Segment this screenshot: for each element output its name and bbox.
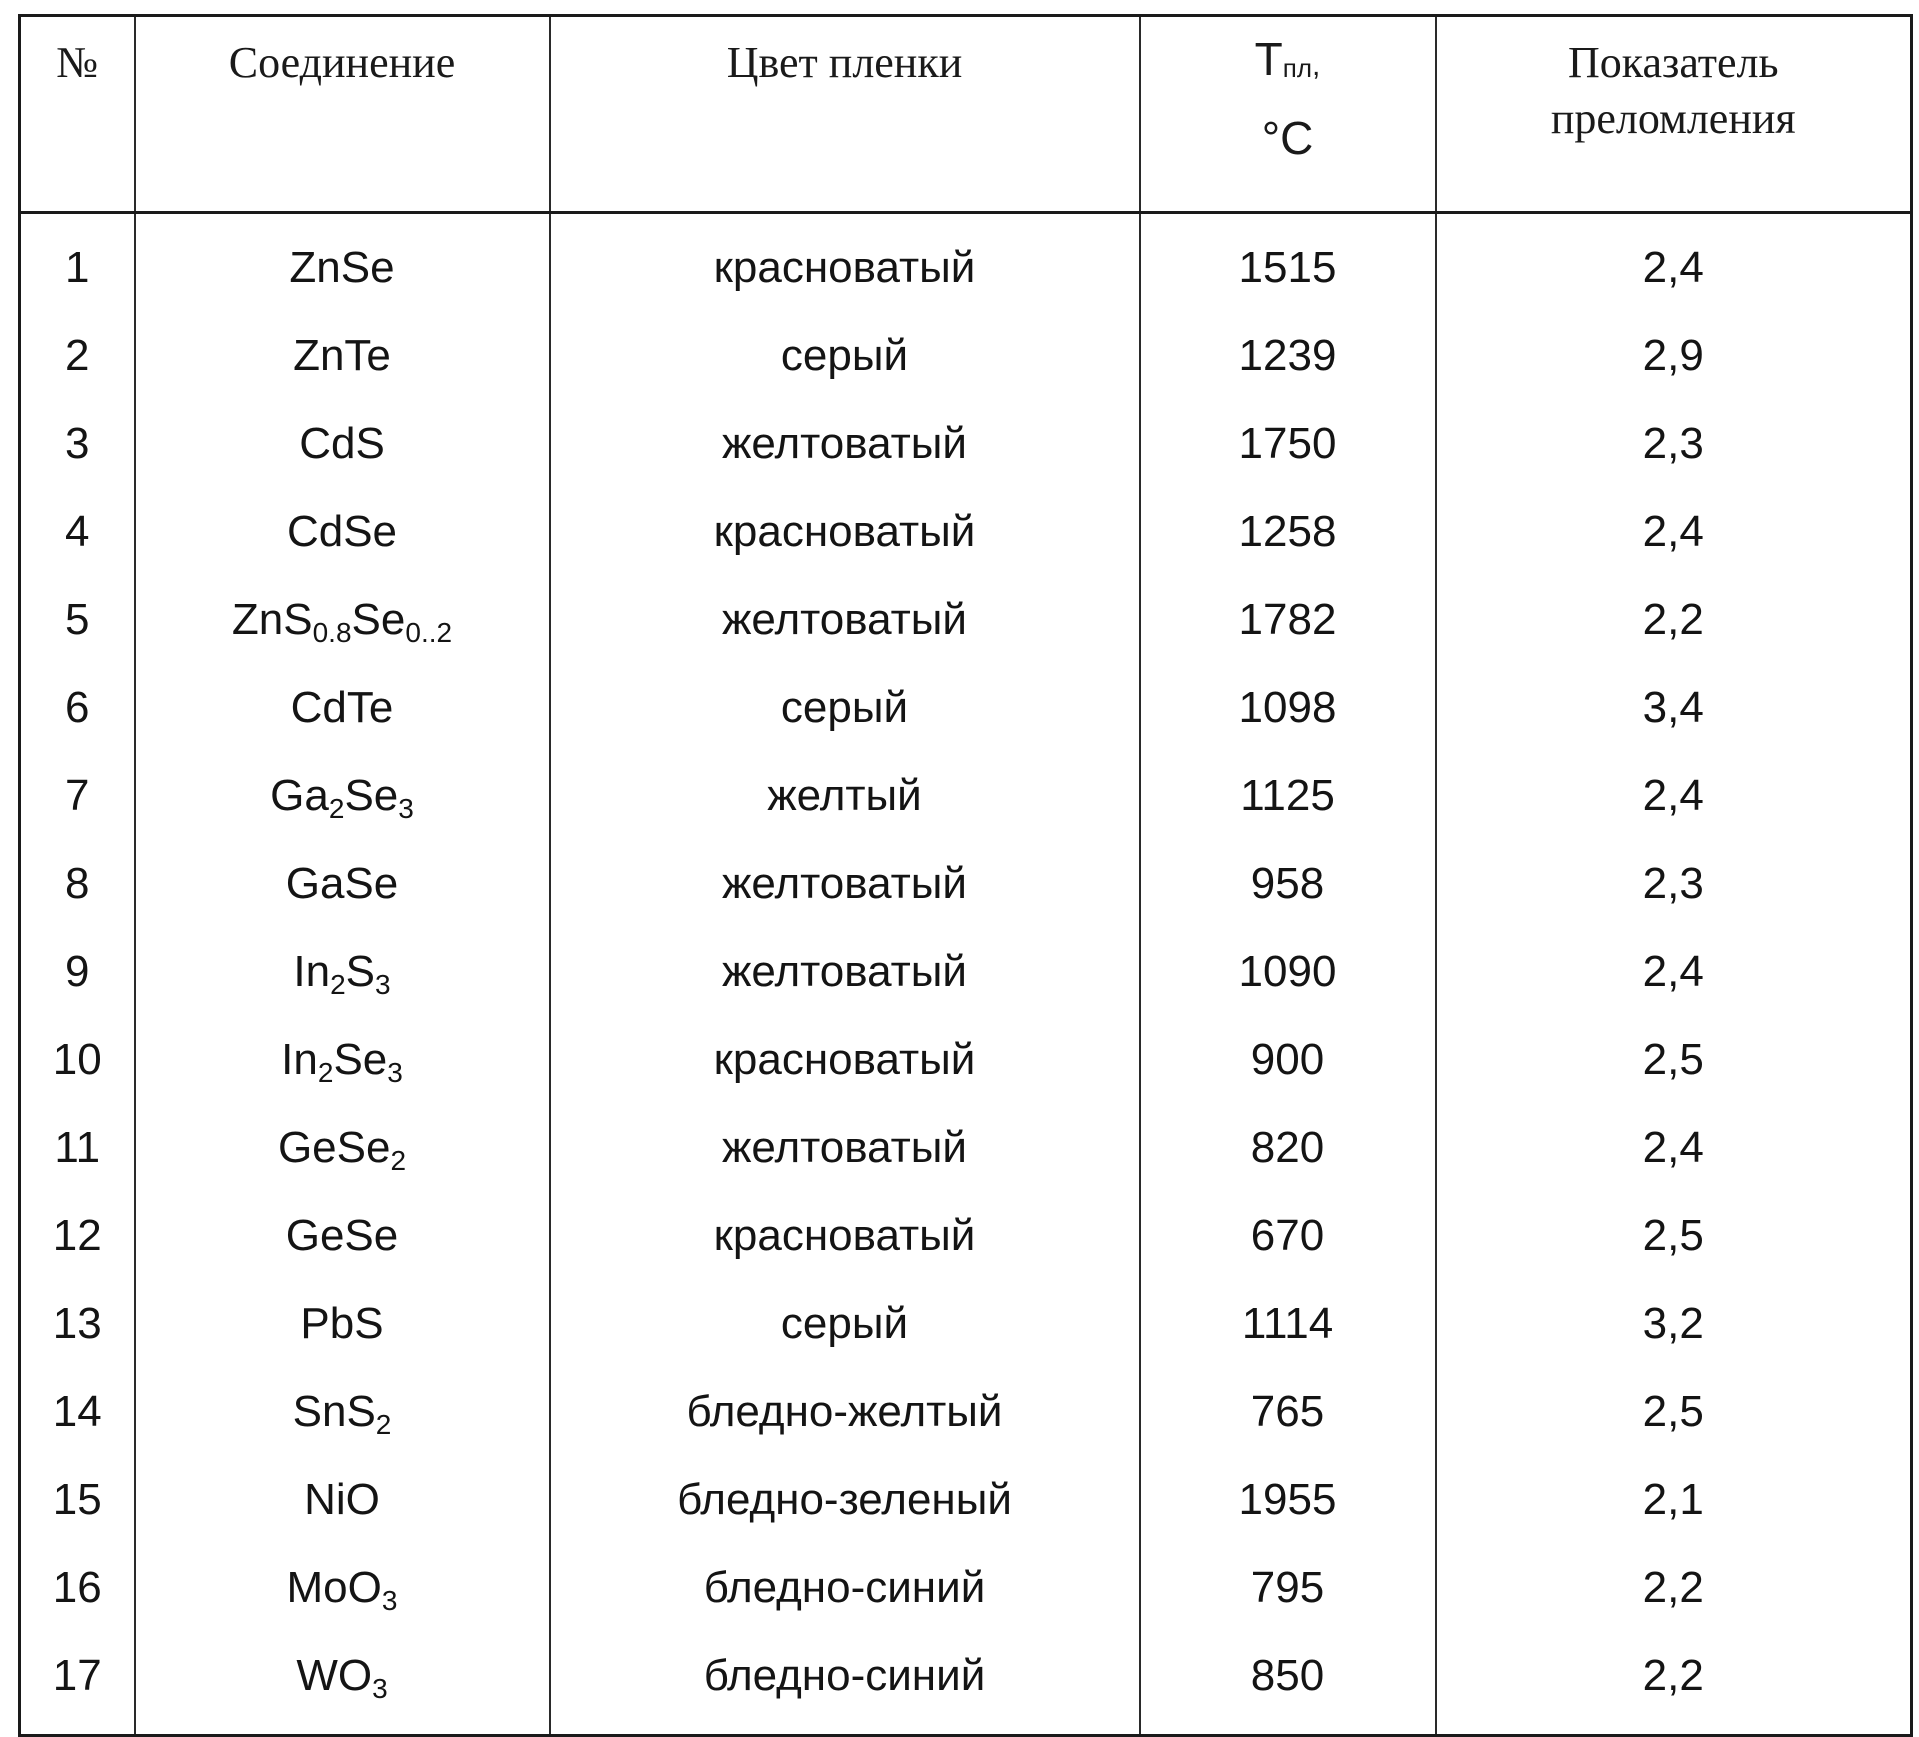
compound-formula [135,1544,550,1632]
melting-point: 795 [1140,1544,1436,1632]
compound-formula [135,1368,550,1456]
row-number: 16 [20,1544,135,1632]
film-color: серый [550,312,1140,400]
formula-subscript: 2 [330,969,346,1000]
header-refractive-line2: преломления [1550,94,1796,143]
table-body [20,213,1912,1736]
film-color: желтоватый [550,840,1140,928]
formula-text: ZnS [231,595,313,644]
formula-text: ZnSe [289,243,395,292]
compound-formula [135,1280,550,1368]
compound-formula [135,1456,550,1544]
melting-point: 958 [1140,840,1436,928]
formula-text: GeSe [277,1123,391,1172]
melting-point: 1955 [1140,1456,1436,1544]
formula-subscript: 3 [381,1585,398,1616]
melting-point: 1750 [1140,400,1436,488]
melting-point: 765 [1140,1368,1436,1456]
compound-formula [135,840,550,928]
formula-text: Se [344,771,399,820]
row-number: 4 [20,488,135,576]
table-row [20,1544,1912,1632]
film-color: серый [550,1280,1140,1368]
melting-point: 1258 [1140,488,1436,576]
film-color: красноватый [550,213,1140,313]
row-number: 8 [20,840,135,928]
compound-formula [135,928,550,1016]
film-color: бледно-желтый [550,1368,1140,1456]
table-row [20,928,1912,1016]
formula-text: In [281,1035,318,1084]
refractive-index: 2,5 [1642,1211,1704,1260]
formula-subscript: 2 [390,1145,407,1176]
formula-text: Ga [270,771,329,820]
film-color: красноватый [550,1192,1140,1280]
header-row [20,16,1912,213]
table-row [20,576,1912,664]
table-row [20,752,1912,840]
header-melting-point-comma: , [1312,49,1321,82]
table-row [20,400,1912,488]
refractive-index: 3,4 [1642,683,1704,732]
row-number: 5 [20,576,135,664]
formula-text: CdTe [290,683,394,732]
refractive-index: 2,2 [1642,1563,1704,1612]
compound-formula [135,664,550,752]
row-number: 1 [20,213,135,313]
refractive-index: 2,4 [1642,507,1704,556]
melting-point: 820 [1140,1104,1436,1192]
formula-text: S [345,947,376,996]
compound-formula [135,1016,550,1104]
melting-point: 1114 [1140,1280,1436,1368]
table-row [20,488,1912,576]
table-row [20,1280,1912,1368]
formula-subscript: 2 [375,1409,392,1440]
header-refractive-line1: Показатель [1567,38,1779,87]
formula-subscript: 3 [387,1057,403,1088]
header-film-color: Цвет пленки [550,16,1140,213]
compound-formula [135,1632,550,1736]
film-color: желтоватый [550,928,1140,1016]
melting-point: 1090 [1140,928,1436,1016]
melting-point: 1515 [1140,213,1436,313]
compound-formula [135,488,550,576]
melting-point: 1125 [1140,752,1436,840]
header-melting-point-symbol: T [1254,33,1283,85]
formula-subscript: 2 [317,1057,334,1088]
formula-text: Se [351,595,406,644]
compound-formula [135,1104,550,1192]
table-row [20,1104,1912,1192]
compound-formula [135,1192,550,1280]
formula-text: GaSe [285,859,399,908]
refractive-index: 2,1 [1642,1475,1704,1524]
table-row [20,213,1912,313]
formula-subscript: 3 [375,969,391,1000]
row-number: 9 [20,928,135,1016]
compounds-table [18,14,1913,1737]
film-color: красноватый [550,1016,1140,1104]
formula-text: CdSe [286,507,398,556]
formula-text: MoO [286,1563,382,1612]
table-row [20,1632,1912,1736]
row-number: 7 [20,752,135,840]
header-melting-point [1140,16,1436,213]
melting-point: 1239 [1140,312,1436,400]
melting-point: 1098 [1140,664,1436,752]
row-number: 3 [20,400,135,488]
formula-text: In [293,947,331,996]
film-color: желтоватый [550,400,1140,488]
compound-formula [135,400,550,488]
refractive-index: 2,2 [1642,1651,1704,1700]
formula-subscript: 0.8 [312,617,352,648]
compound-formula [135,576,550,664]
formula-text: NiO [304,1475,380,1524]
refractive-index: 2,2 [1642,595,1704,644]
row-number: 2 [20,312,135,400]
table-row [20,1368,1912,1456]
table-row [20,1016,1912,1104]
table-row [20,1456,1912,1544]
film-color: бледно-синий [550,1632,1140,1736]
row-number: 11 [20,1104,135,1192]
film-color: желтоватый [550,576,1140,664]
header-compound: Соединение [135,16,550,213]
refractive-index: 2,5 [1642,1387,1704,1436]
row-number: 13 [20,1280,135,1368]
compound-formula [135,752,550,840]
film-color: бледно-зеленый [550,1456,1140,1544]
header-refractive-index [1436,16,1912,213]
table-row [20,840,1912,928]
refractive-index: 2,4 [1642,243,1704,292]
refractive-index: 2,9 [1642,331,1704,380]
formula-subscript: 2 [328,793,345,824]
refractive-index: 2,4 [1642,771,1704,820]
formula-subscript: 3 [398,793,414,824]
compound-formula [135,312,550,400]
formula-text: CdS [299,419,385,468]
table-row [20,312,1912,400]
row-number: 15 [20,1456,135,1544]
formula-text: WO [296,1651,373,1700]
film-color: серый [550,664,1140,752]
refractive-index: 3,2 [1642,1299,1704,1348]
film-color: желтый [550,752,1140,840]
table-header [20,16,1912,213]
formula-text: Se [333,1035,388,1084]
film-color: бледно-синий [550,1544,1140,1632]
header-melting-point-unit: °C [1261,112,1314,164]
refractive-index: 2,4 [1642,947,1704,996]
table-row [20,1192,1912,1280]
melting-point: 850 [1140,1632,1436,1736]
formula-subscript: 3 [372,1673,388,1704]
compound-formula [135,213,550,313]
formula-text: SnS [292,1387,376,1436]
refractive-index: 2,3 [1642,419,1704,468]
row-number: 12 [20,1192,135,1280]
refractive-index: 2,5 [1642,1035,1704,1084]
melting-point: 670 [1140,1192,1436,1280]
row-number: 17 [20,1632,135,1736]
formula-text: ZnTe [293,331,391,380]
melting-point: 1782 [1140,576,1436,664]
formula-text: GeSe [285,1211,399,1260]
film-color: желтоватый [550,1104,1140,1192]
row-number: 10 [20,1016,135,1104]
melting-point: 900 [1140,1016,1436,1104]
header-melting-point-subscript: пл [1282,53,1312,83]
table-row [20,664,1912,752]
refractive-index: 2,4 [1642,1123,1704,1172]
row-number: 14 [20,1368,135,1456]
formula-text: PbS [300,1299,384,1348]
formula-subscript: 0..2 [405,617,453,648]
film-color: красноватый [550,488,1140,576]
refractive-index: 2,3 [1642,859,1704,908]
row-number: 6 [20,664,135,752]
header-number: № [20,16,135,213]
